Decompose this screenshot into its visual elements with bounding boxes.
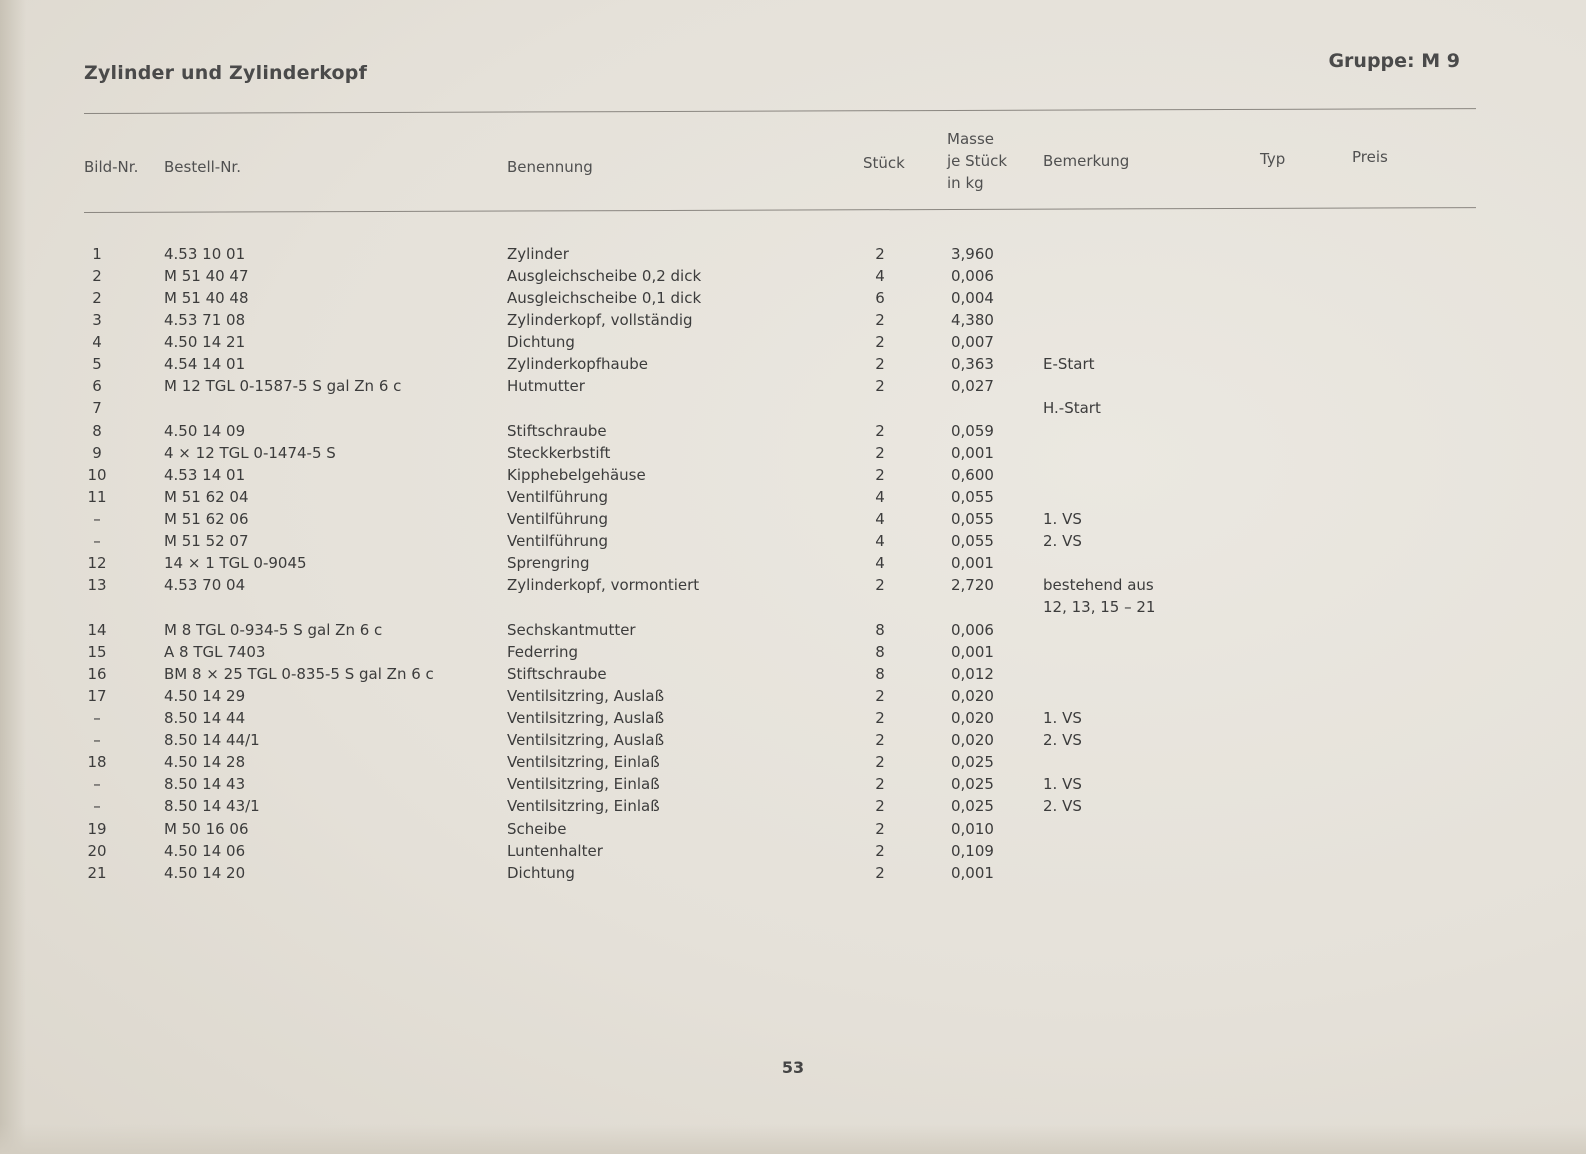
row-bestell-nr: M 51 62 06 [164,510,249,528]
row-bemerkung: 2. VS [1043,797,1082,815]
row-stueck: 2 [875,731,885,749]
row-benennung: Stiftschraube [507,665,607,683]
row-stueck: 2 [875,753,885,771]
row-masse: 0,020 [951,687,994,705]
row-stueck: 4 [875,554,885,572]
row-stueck: 8 [875,665,885,683]
row-bild-nr: 9 [92,444,102,462]
row-stueck: 2 [875,820,885,838]
row-bestell-nr: 8.50 14 43/1 [164,797,260,815]
row-bild-nr: – [93,709,101,727]
row-stueck: 2 [875,311,885,329]
column-header-bemerkung: Bemerkung [1043,152,1130,170]
row-bestell-nr: 8.50 14 44 [164,709,246,727]
row-bestell-nr: 4.50 14 06 [164,842,246,860]
table-row [0,331,1586,353]
page-number: 53 [781,1058,805,1077]
table-row [0,353,1586,375]
table-row [0,420,1586,442]
table-row [0,773,1586,795]
row-benennung: Sprengring [507,554,590,572]
row-stueck: 2 [875,444,885,462]
row-bild-nr: – [93,775,101,793]
row-masse: 0,007 [951,333,994,351]
row-bestell-nr: M 8 TGL 0-934-5 S gal Zn 6 c [164,621,383,639]
page-title: Zylinder und Zylinderkopf [84,62,368,84]
table-row [0,840,1586,862]
row-benennung: Ventilführung [507,532,609,550]
table-row [0,265,1586,287]
row-bild-nr: 16 [87,665,107,683]
column-header-stueck: Stück [863,154,905,172]
row-bestell-nr: M 51 40 48 [164,289,249,307]
row-bild-nr: 21 [87,864,107,882]
table-row [0,508,1586,530]
row-masse: 0,055 [951,532,994,550]
row-bestell-nr: 4.53 70 04 [164,576,246,594]
row-benennung: Ventilsitzring, Auslaß [507,709,665,727]
row-stueck: 2 [875,576,885,594]
row-bestell-nr: 4.50 14 20 [164,864,246,882]
table-row [0,309,1586,331]
row-stueck: 4 [875,488,885,506]
column-header-masse-line3: in kg [947,174,984,192]
table-row [0,375,1586,397]
row-bild-nr: – [93,532,101,550]
row-benennung: Ventilsitzring, Einlaß [507,753,660,771]
row-masse: 0,059 [951,422,994,440]
header-rule-bottom [84,207,1476,213]
row-bestell-nr: 4.53 71 08 [164,311,246,329]
row-bestell-nr: 4.50 14 29 [164,687,246,705]
row-benennung: Federring [507,643,579,661]
row-stueck: 2 [875,422,885,440]
row-stueck: 4 [875,267,885,285]
table-row [0,729,1586,751]
row-benennung: Stiftschraube [507,422,607,440]
row-bestell-nr: 4.50 14 21 [164,333,246,351]
row-bild-nr: 5 [92,355,102,373]
row-masse: 0,001 [951,643,994,661]
row-bild-nr: 2 [92,289,102,307]
row-bestell-nr: 4.53 10 01 [164,245,246,263]
row-stueck: 4 [875,510,885,528]
row-masse: 0,012 [951,665,994,683]
row-bild-nr: 15 [87,643,107,661]
table-row [0,663,1586,685]
row-masse: 0,025 [951,753,994,771]
row-bild-nr: 12 [87,554,107,572]
row-stueck: 2 [875,333,885,351]
group-label: Gruppe: M 9 [1328,50,1460,72]
header-rule-top [84,108,1476,114]
row-masse: 0,025 [951,797,994,815]
row-bild-nr: 17 [87,687,107,705]
row-masse: 0,020 [951,731,994,749]
row-stueck: 2 [875,797,885,815]
column-header-bestell: Bestell-Nr. [164,158,241,176]
row-bestell-nr: M 51 52 07 [164,532,249,550]
row-bemerkung: 12, 13, 15 – 21 [1043,598,1156,616]
table-row [0,685,1586,707]
row-benennung: Kipphebelgehäuse [507,466,646,484]
row-bild-nr: – [93,797,101,815]
row-stueck: 8 [875,643,885,661]
row-benennung: Zylinderkopf, vormontiert [507,576,700,594]
row-bemerkung: H.-Start [1043,399,1101,417]
row-bestell-nr: A 8 TGL 7403 [164,643,266,661]
row-bestell-nr: 4 × 12 TGL 0-1474-5 S [164,444,336,462]
row-masse: 0,055 [951,488,994,506]
column-header-bild: Bild-Nr. [84,158,139,176]
row-masse: 0,006 [951,621,994,639]
row-masse: 0,600 [951,466,994,484]
row-bild-nr: – [93,510,101,528]
page-shadow-bottom [0,1124,1586,1154]
row-bild-nr: 13 [87,576,107,594]
row-bestell-nr: M 50 16 06 [164,820,249,838]
row-bestell-nr: 8.50 14 43 [164,775,246,793]
row-masse: 0,006 [951,267,994,285]
row-masse: 0,109 [951,842,994,860]
row-stueck: 2 [875,842,885,860]
row-stueck: 2 [875,709,885,727]
table-row [0,818,1586,840]
row-stueck: 2 [875,377,885,395]
row-masse: 0,025 [951,775,994,793]
row-stueck: 6 [875,289,885,307]
row-bestell-nr: M 51 40 47 [164,267,249,285]
row-bemerkung: 1. VS [1043,709,1082,727]
row-benennung: Sechskantmutter [507,621,636,639]
table-row [0,707,1586,729]
row-benennung: Dichtung [507,864,575,882]
table-row [0,552,1586,574]
row-bestell-nr: 4.50 14 28 [164,753,246,771]
row-benennung: Hutmutter [507,377,585,395]
table-row [0,442,1586,464]
row-stueck: 4 [875,532,885,550]
row-bild-nr: 6 [92,377,102,395]
row-bemerkung: 2. VS [1043,731,1082,749]
row-benennung: Ventilführung [507,488,609,506]
row-bestell-nr: 4.50 14 09 [164,422,246,440]
row-benennung: Ventilführung [507,510,609,528]
row-bemerkung: 1. VS [1043,775,1082,793]
row-bild-nr: 2 [92,267,102,285]
row-stueck: 2 [875,864,885,882]
row-bestell-nr: M 12 TGL 0-1587-5 S gal Zn 6 c [164,377,402,395]
row-bild-nr: 1 [92,245,102,263]
column-header-masse-line2: je Stück [947,152,1008,170]
row-masse: 4,380 [951,311,994,329]
table-row [0,862,1586,884]
row-bestell-nr: 14 × 1 TGL 0-9045 [164,554,307,572]
row-stueck: 2 [875,687,885,705]
table-row [0,464,1586,486]
row-benennung: Ventilsitzring, Auslaß [507,731,665,749]
row-bild-nr: 8 [92,422,102,440]
table-row [0,287,1586,309]
row-bestell-nr: M 51 62 04 [164,488,249,506]
row-bestell-nr: 8.50 14 44/1 [164,731,260,749]
row-stueck: 2 [875,775,885,793]
row-masse: 3,960 [951,245,994,263]
table-row [0,795,1586,817]
row-stueck: 8 [875,621,885,639]
row-bemerkung: E-Start [1043,355,1095,373]
row-bild-nr: 19 [87,820,107,838]
row-bild-nr: 20 [87,842,107,860]
row-bild-nr: 4 [92,333,102,351]
row-benennung: Scheibe [507,820,567,838]
row-masse: 2,720 [951,576,994,594]
row-masse: 0,055 [951,510,994,528]
row-bemerkung: 2. VS [1043,532,1082,550]
row-masse: 0,001 [951,444,994,462]
row-bestell-nr: BM 8 × 25 TGL 0-835-5 S gal Zn 6 c [164,665,434,683]
table-row [0,486,1586,508]
row-stueck: 2 [875,466,885,484]
column-header-masse-line1: Masse [947,130,994,148]
table-row [0,596,1586,618]
row-benennung: Ventilsitzring, Einlaß [507,797,660,815]
column-header-benennung: Benennung [507,158,593,176]
row-benennung: Ventilsitzring, Auslaß [507,687,665,705]
row-masse: 0,010 [951,820,994,838]
row-benennung: Zylinder [507,245,569,263]
row-masse: 0,001 [951,554,994,572]
row-bild-nr: 3 [92,311,102,329]
row-bild-nr: 10 [87,466,107,484]
column-header-preis: Preis [1352,148,1388,166]
row-bild-nr: 11 [87,488,107,506]
row-masse: 0,004 [951,289,994,307]
row-benennung: Ausgleichscheibe 0,1 dick [507,289,702,307]
row-masse: 0,020 [951,709,994,727]
row-stueck: 2 [875,245,885,263]
table-row [0,641,1586,663]
row-bemerkung: bestehend aus [1043,576,1154,594]
row-bestell-nr: 4.53 14 01 [164,466,246,484]
row-bild-nr: – [93,731,101,749]
row-masse: 0,363 [951,355,994,373]
row-benennung: Luntenhalter [507,842,603,860]
row-benennung: Zylinderkopfhaube [507,355,648,373]
row-masse: 0,027 [951,377,994,395]
row-benennung: Zylinderkopf, vollständig [507,311,693,329]
table-row [0,574,1586,596]
row-benennung: Steckkerbstift [507,444,611,462]
row-masse: 0,001 [951,864,994,882]
row-bestell-nr: 4.54 14 01 [164,355,246,373]
row-bild-nr: 14 [87,621,107,639]
row-bemerkung: 1. VS [1043,510,1082,528]
column-header-typ: Typ [1260,150,1286,168]
row-benennung: Ausgleichscheibe 0,2 dick [507,267,702,285]
row-benennung: Dichtung [507,333,575,351]
row-stueck: 2 [875,355,885,373]
row-bild-nr: 18 [87,753,107,771]
table-row [0,619,1586,641]
table-row [0,397,1586,419]
table-row [0,530,1586,552]
table-row [0,243,1586,265]
row-bild-nr: 7 [92,399,102,417]
row-benennung: Ventilsitzring, Einlaß [507,775,660,793]
table-row [0,751,1586,773]
